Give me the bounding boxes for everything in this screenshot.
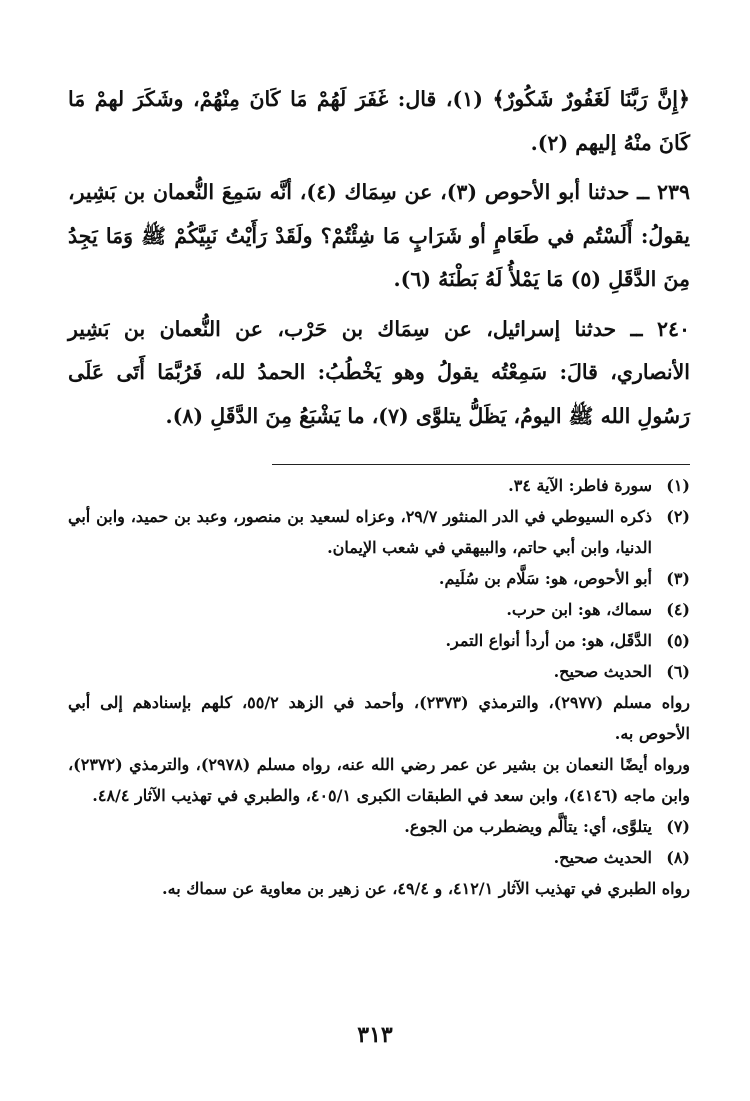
footnote-number: (٥) <box>666 631 690 650</box>
footnote-separator <box>272 464 690 465</box>
footnote-8-detail: رواه الطبري في تهذيب الآثار ٤١٢/١، و ٤٩/٤، عن زهير بن معاوية عن سماك به. <box>162 879 690 898</box>
paragraph-verse-commentary: ﴿إِنَّ رَبَّنَا لَغَفُورٌ شَكُورٌ﴾ (١)، قال: غَفَرَ لَهُمْ مَا كَانَ مِنْهُمْ، وشَكَرَ لهمْ مَا كَانَ منْهُ إليهم (٢). <box>68 87 690 155</box>
footnote-number: (٧) <box>666 817 690 836</box>
footnote-2 <box>68 501 690 563</box>
footnote-number: (٣) <box>666 569 690 588</box>
page-number: ٣١٣ <box>357 1022 393 1048</box>
footnote-3 <box>68 563 690 594</box>
footnote-text: الحديث صحيح. <box>553 848 652 867</box>
footnote-text: ذكره السيوطي في الدر المنثور ٢٩/٧، وعزاه لسعيد بن منصور، وعبد بن حميد، وابن أبي الدنيا، وابن أبي حاتم، والبيهقي في شعب الإيمان. <box>68 507 652 557</box>
footnote-text: يتلوَّى، أي: يتألَّم ويضطرب من الجوع. <box>404 817 652 836</box>
paragraph-hadith-240: ٢٤٠ ــ حدثنا إسرائيل، عن سِمَاك بن حَرْب، عن النُّعمان بن بَشِير الأنصاري، قالَ: سَمِعْتُه يقولُ وهو يَخْطُبُ: الحمدُ لله، فَرُبَّمَا أَتَى عَلَى رَسُولِ الله ﷺ اليومُ، يَظَلُّ يتلوَّى (٧)، ما يَشْبَعُ مِنَ الدَّقَلِ (٨). <box>68 316 690 428</box>
footnote-text: سورة فاطر: الآية ٣٤. <box>508 476 652 495</box>
footnote-6-detail: ورواه أيضًا النعمان بن بشير عن عمر رضي الله عنه، رواه مسلم (٢٩٧٨)، والترمذي (٢٣٧٢)، وابن ماجه (٤١٤٦)، وابن سعد في الطبقات الكبرى ٤٠٥/١، والطبري في تهذيب الآثار ٤٨/٤. <box>68 755 690 805</box>
footnote-6 <box>68 656 690 687</box>
footnote-text: سماك، هو: ابن حرب. <box>506 600 652 619</box>
footnote-text: أبو الأحوص، هو: سَلَّام بن سُلَيم. <box>438 569 652 588</box>
footnote-number: (٦) <box>666 662 690 681</box>
footnote-7 <box>68 811 690 842</box>
footnote-number: (١) <box>666 476 690 495</box>
footnote-5 <box>68 625 690 656</box>
main-text <box>68 78 690 438</box>
footnote-text: الحديث صحيح. <box>553 662 652 681</box>
footnote-text: الدَّقَل، هو: من أردأ أنواع التمر. <box>445 631 652 650</box>
paragraph-hadith-239: ٢٣٩ ــ حدثنا أبو الأحوص (٣)، عن سِمَاك (٤)، أنَّه سَمِعَ النُّعمان بن بَشِير، يقولُ: أَلَسْتُم في طَعَامٍ أو شَرَابٍ مَا شِئْتُمْ؟ ولَقَدْ رَأَيْتُ نَبِيَّكُمْ ﷺ وَمَا يَجِدُ مِنَ الدَّقَلِ (٥) مَا يَمْلأُ لَهُ بَطْنَهُ (٦). <box>68 180 690 291</box>
footnotes <box>68 470 690 904</box>
footnote-1 <box>68 470 690 501</box>
footnote-number: (٢) <box>666 507 690 526</box>
footnote-number: (٤) <box>666 600 690 619</box>
footnote-4 <box>68 594 690 625</box>
footnote-number: (٨) <box>666 848 690 867</box>
footnote-6-detail: رواه مسلم (٢٩٧٧)، والترمذي (٢٣٧٣)، وأحمد في الزهد ٥٥/٢، كلهم بإسنادهم إلى أبي الأحوص به. <box>68 693 691 743</box>
footnote-8 <box>68 842 690 873</box>
